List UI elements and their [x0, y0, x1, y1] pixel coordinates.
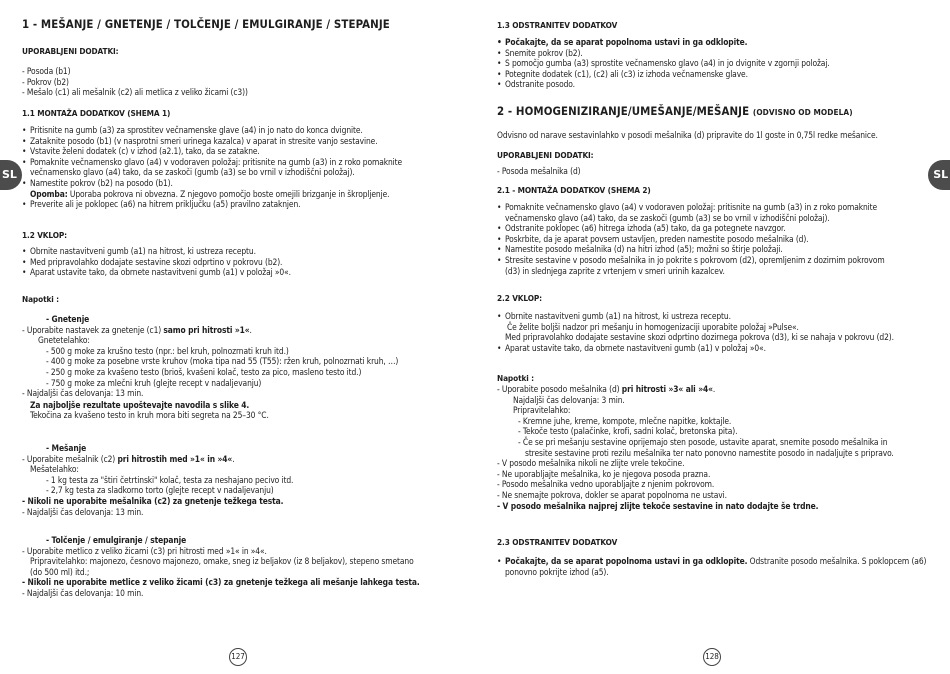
removal-heading: 1.3 ODSTRANITEV DODATKOV: [497, 20, 618, 30]
whisk-heading: - Tolčenje / emulgiranje / stepanje: [46, 535, 187, 545]
kneading-doughs-label: Gnetetelahko:: [38, 335, 90, 346]
list-item-text: Stresite sestavine v posodo mešalnika in jo pokrite s pokrovom (d2), opremljenim z dozirnim pokrovom: [505, 254, 885, 265]
mixing-use: [22, 454, 440, 465]
removal2-rest: Odstranite posodo mešalnika. S poklopcem (a6): [747, 556, 927, 566]
list-item: - 250 g moke za kvašeno testo (brioš, kvašeni kolač, testo za pico, masleno testo itd.): [46, 366, 362, 377]
mixing-use-pre: - Uporabite mešalnik (c2): [22, 453, 118, 464]
list-item: - 400 g moke za posebne vrste kruhov (moka tipa nad 55 (T55): ržen kruh, polnozrnati kruh, …): [46, 356, 399, 367]
list-item: - Kremne juhe, kreme, kompote, mlečne napitke, koktajle.: [518, 415, 732, 426]
kneading-use-post: .: [249, 324, 252, 335]
language-tab-right: SL: [928, 160, 950, 190]
list-item: - Posodo mešalnika vedno uporabljajte z njenim pokrovom.: [497, 479, 715, 490]
switch-on-list-2: [497, 311, 932, 353]
list-item: • Počakajte, da se aparat popolnoma ustavi in ga odklopite.: [497, 37, 932, 48]
tips-heading: Napotki :: [22, 294, 60, 304]
tips-use-bold: pri hitrosti »3« ali »4«: [621, 384, 713, 394]
whisk-warning: - Nikoli ne uporabite metlice z veliko žicami (c3) za gnetenje težkega ali mešanje lahkega testa.: [22, 577, 420, 588]
mixing-use-post: .: [232, 453, 235, 464]
kneading-section: [22, 314, 440, 421]
kneading-best: Za najboljše rezultate upoštevajte navodila s slike 4.: [30, 399, 250, 410]
kneading-heading: - Gnetenje: [46, 314, 90, 324]
mixing-heading: - Mešanje: [46, 443, 87, 453]
list-item-sub: Med pripravolahko dodajate sestavine skozi odprtino dozirnega pokrova (d3), ki se nahaja v pokrovu (d2).: [505, 332, 894, 343]
kneading-liquid: Tekočina za kvašeno testo in kruh mora biti segreta na 25–30 °C.: [30, 410, 269, 421]
list-item: - Tekoče testo (palačinke, krofi, sadni kolač, bretonska pita).: [518, 426, 738, 437]
list-item: - 2,7 kg testa za sladkorno torto (glejte recept v nadaljevanju): [46, 485, 274, 496]
switch-on-heading-2: 2.2 VKLOP:: [497, 293, 543, 303]
tips-time: Najdaljši čas delovanja: 3 min.: [513, 394, 625, 405]
used-accessories-heading-2: UPORABLJENI DODATKI:: [497, 150, 594, 160]
tips-section-2: [497, 384, 932, 511]
list-item: • Odstranite posodo.: [497, 79, 932, 90]
list-item-cont: stresite sestavine proti rezilu mešalnika ter nato ponovno namestite posodo in nadaljujte s pripravo.: [525, 447, 894, 458]
list-item: - V posodo mešalnika nikoli ne zlijte vrele tekočine.: [497, 458, 685, 469]
list-item: • Aparat ustavite tako, da obrnete nastavitveni gumb (a1) v položaj »0«.: [497, 343, 932, 354]
list-item: - Posoda mešalnika (d): [497, 166, 581, 176]
assembly-list: [22, 125, 440, 210]
list-item: • Obrnite nastavitveni gumb (a1) na hitrost, ki ustreza receptu.: [22, 246, 440, 257]
list-item: • Odstranite poklopec (a6) hitrega izhoda (a5) tako, da ga potegnete navzgor.: [497, 223, 932, 234]
list-item: - Mešalo (c1) ali mešalnik (c2) ali metlica z veliko žicami (c3)): [22, 87, 248, 98]
note-text: Uporaba pokrova ni obvezna. Z njegovo pomočjo boste omejili brizganje in škropljenje.: [69, 188, 390, 199]
used-accessories-heading: UPORABLJENI DODATKI:: [22, 46, 119, 56]
removal-list: [497, 37, 932, 90]
list-item: [497, 202, 932, 223]
language-tab-left: SL: [0, 160, 22, 190]
list-item: - 1 kg testa za "štiri četrtinski" kolač, testa za neshajano pecivo itd.: [46, 474, 294, 485]
kneading-use-pre: - Uporabite nastavek za gnetenje (c1): [22, 324, 164, 335]
removal2-bold: Počakajte, da se aparat popolnoma ustavi in ga odklopite.: [505, 556, 748, 566]
list-item: • Zataknite posodo (b1) (v nasprotni smeri urinega kazalca) v aparat in stresite vanjo sestavine.: [22, 136, 440, 147]
tips-use-post: .: [712, 384, 716, 394]
mixing-warning: - Nikoli ne uporabite mešalnika (c2) za gnetenje težkega testa.: [22, 495, 284, 506]
list-item: [497, 255, 932, 276]
switch-on-list: [22, 246, 440, 278]
list-item: • Namestite posodo mešalnika (d) na hitri izhod (a5); možni so štirje položaji.: [497, 244, 932, 255]
list-item: - Pokrov (b2): [22, 76, 69, 87]
list-item: • Preverite ali je poklopec (a6) na hitrem priključku (a5) pravilno zataknjen.: [22, 199, 440, 210]
whisk-section: [22, 535, 440, 599]
list-item: [497, 556, 932, 577]
list-item: • Snemite pokrov (b2).: [497, 48, 932, 59]
mixing-use-bold: pri hitrostih med »1« in »4«: [117, 453, 233, 464]
assembly-heading: 1.1 MONTAŽA DODATKOV (SHEMA 1): [22, 108, 171, 118]
whisk-use: - Uporabite metlico z veliko žicami (c3) pri hitrosti med »1« in »4«.: [22, 545, 267, 556]
whisk-time: - Najdaljši čas delovanja: 10 min.: [22, 587, 144, 598]
list-item: • Poskrbite, da je aparat povsem ustavljen, preden namestite posodo mešalnika (d).: [497, 234, 932, 245]
mixing-section: [22, 443, 440, 517]
assembly-list-2: [497, 202, 932, 276]
kneading-time: - Najdaljši čas delovanja: 13 min.: [22, 388, 144, 399]
list-item: - 750 g moke za mlečni kruh (glejte recept v nadaljevanju): [46, 377, 262, 388]
mixing-time: - Najdaljši čas delovanja: 13 min.: [22, 506, 144, 517]
list-item: • Vstavite želeni dodatek (c) v izhod (a2.1), tako, da se zatakne.: [22, 146, 440, 157]
used-accessories-list: [22, 66, 440, 98]
list-item-cont: ponovno pokrijte izhod (a5).: [505, 566, 609, 577]
list-item-text: Obrnite nastavitveni gumb (a1) na hitrost, ki ustreza receptu.: [505, 311, 731, 321]
section-1-title: 1 - MEŠANJE / GNETENJE / TOLČENJE / EMULGIRANJE / STEPANJE: [22, 17, 390, 31]
list-item: - Posoda (b1): [22, 66, 71, 76]
list-item-text: Namestite pokrov (b2) na posodo (b1).: [30, 177, 173, 188]
section-2-title: [497, 106, 932, 118]
list-item: [22, 157, 440, 178]
section-2-title-main: 2 - HOMOGENIZIRANJE/UMEŠANJE/MEŠANJE: [497, 104, 750, 118]
list-item-cont: (d3) in slednjega zaprite z vrtenjem v smeri urinih kazalcev.: [505, 265, 725, 276]
used-accessories-list-2: [497, 166, 932, 177]
whisk-prep-cont: (do 500 ml) itd.;: [30, 566, 90, 577]
list-item: - 500 g moke za krušno testo (npr.: bel kruh, polnozrnati kruh itd.): [46, 345, 289, 356]
list-item: [497, 311, 932, 343]
section-2-intro: Odvisno od narave sestavinlahko v posodi mešalnika (d) pripravite do 1l goste in 0,75l redke mešanice.: [497, 130, 878, 140]
page-number-right: 128: [703, 648, 721, 666]
list-item: • Aparat ustavite tako, da obrnete nastavitveni gumb (a1) v položaj »0«.: [22, 267, 440, 278]
list-item: - Ne snemajte pokrova, dokler se aparat popolnoma ne ustavi.: [497, 489, 727, 500]
list-item: • Potegnite dodatek (c1), (c2) ali (c3) iz izhoda večnamenske glave.: [497, 69, 932, 80]
list-item-sub: Če želite boljši nadzor pri mešanju in homogenizaciji uporabite položaj »Pulse«.: [507, 321, 799, 332]
section-2-title-suffix: (ODVISNO OD MODELA): [752, 107, 853, 117]
switch-on-heading: 1.2 VKLOP:: [22, 230, 68, 240]
list-item: • Med pripravolahko dodajate sestavine skozi odprtino v pokrovu (b2).: [22, 257, 440, 268]
tips-use: [497, 384, 932, 395]
assembly-heading-2: 2.1 - MONTAŽA DODATKOV (SHEMA 2): [497, 185, 651, 195]
list-item-cont: večnamensko glavo (a4) tako, da se zaskoči (gumb (a3) se bo vrnil v izhodiščni položaj).: [30, 167, 355, 178]
tips-use-pre: - Uporabite posodo mešalnika (d): [497, 384, 622, 394]
tips-prep-label: Pripravitelahko:: [513, 405, 571, 416]
list-item: • Pritisnite na gumb (a3) za sprostitev večnamenske glave (a4) in jo nato do konca dvignite.: [22, 125, 440, 136]
list-item: • S pomočjo gumba (a3) sprostite večnamensko glavo (a4) in jo dvignite v zgornji položaj.: [497, 58, 932, 69]
note-label: Opomba:: [30, 188, 68, 199]
removal-list-2: [497, 556, 932, 577]
kneading-use-bold: samo pri hitrosti »1«: [163, 324, 250, 335]
list-item-text: Pomaknite večnamensko glavo (a4) v vodoraven položaj: pritisnite na gumb (a3) in z roko pomaknite: [30, 156, 403, 167]
tips-warning: - V posodo mešalnika najprej zlijte tekoče sestavine in nato dodajte še trdne.: [497, 500, 819, 511]
tips-heading-2: Napotki :: [497, 373, 535, 383]
list-item: - Ne uporabljajte mešalnika, ko je njegova posoda prazna.: [497, 468, 711, 479]
list-item-cont: večnamensko glavo (a4) tako, da se zaskoči (gumb (a3) se bo vrnil v izhodiščni položaj).: [505, 212, 830, 223]
list-item: [22, 178, 440, 199]
mixing-label: Mešatelahko:: [30, 464, 79, 475]
kneading-use: [22, 325, 440, 336]
removal-heading-2: 2.3 ODSTRANITEV DODATKOV: [497, 537, 618, 547]
page-number-left: 127: [229, 648, 247, 666]
whisk-prep: Pripravitelahko: majonezo, česnovo majonezo, omake, sneg iz beljakov (iz 8 beljakov), stepeno smetano: [30, 556, 414, 567]
list-item: - Če se pri mešanju sestavine oprijemajo sten posode, ustavite aparat, snemite posodo mešalnika in: [518, 436, 888, 447]
list-item-text: Pomaknite večnamensko glavo (a4) v vodoraven položaj: pritisnite na gumb (a3) in z roko pomaknite: [505, 202, 878, 212]
